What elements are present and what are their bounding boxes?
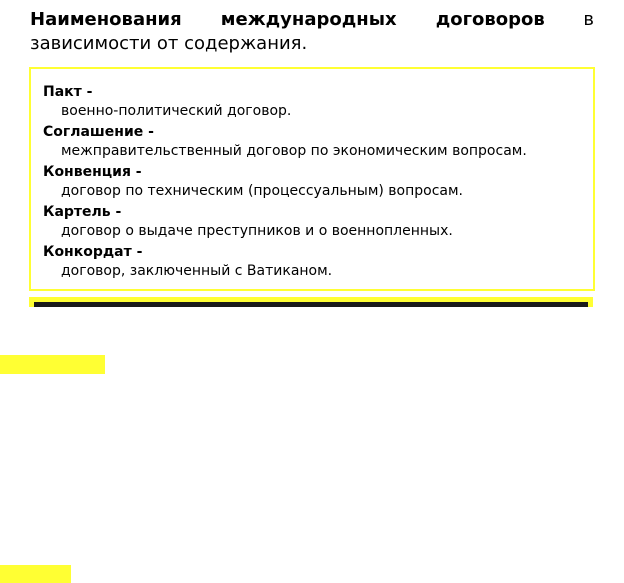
heading-bold: Наименования международных договоров [30, 9, 545, 30]
definitions-box [29, 67, 595, 291]
desc-cartel: договор о выдаче преступников и о военнопленных. [61, 223, 453, 239]
dark-frame-inner [34, 302, 588, 307]
highlight-strip-upper [0, 355, 105, 374]
term-agreement: Соглашение - [43, 124, 154, 140]
term-concordat: Конкордат - [43, 244, 143, 260]
highlight-strip-lower [0, 565, 71, 583]
desc-concordat: договор, заключенный с Ватиканом. [61, 263, 333, 279]
term-convention: Конвенция - [43, 164, 142, 180]
desc-agreement: межправительственный договор по экономическим вопросам. [61, 143, 527, 159]
desc-pact: военно-политический договор. [61, 103, 292, 119]
desc-convention: договор по техническим (процессуальным) вопросам. [61, 183, 464, 199]
heading-rest: в зависимости от содержания. [30, 9, 594, 54]
definition-list [31, 69, 593, 281]
term-pact: Пакт - [43, 84, 93, 100]
dark-frame [29, 297, 593, 307]
page-heading [30, 8, 594, 56]
term-cartel: Картель - [43, 204, 122, 220]
